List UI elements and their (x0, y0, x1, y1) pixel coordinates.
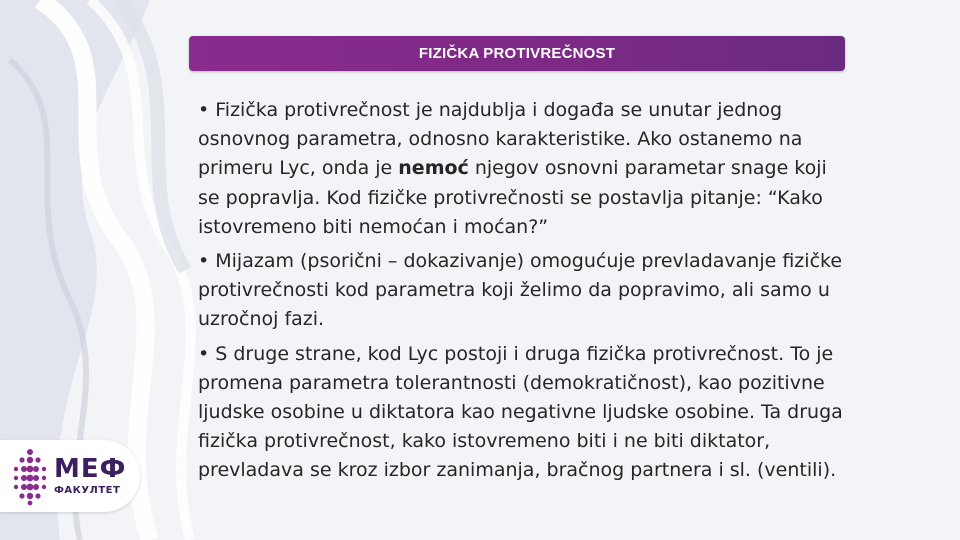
slide-title: FIZIČKA PROTIVREČNOST (418, 45, 616, 62)
paragraph-1-bold-term: nemoć (398, 157, 469, 180)
dots-logo-icon (10, 446, 50, 506)
logo-main-text: МЕФ (54, 454, 127, 484)
mef-logo (0, 440, 140, 512)
paragraph-1-text-a: • Fizička protivrečnost je najdublja i događa se unutar jednog osnovnog parametra, odnosno karakteristike. Ako ostanemo na primeru Lyc, onda je (198, 99, 803, 180)
logo-sub-text: ФАКУЛТЕТ (54, 485, 121, 496)
paragraph-3: • S druge strane, kod Lyc postoji i druga fizička protivrečnost. To je promena parametra tolerantnosti (demokratičnost), kao pozitivne ljudske osobine u diktatora kao negativne ljudske osobine. Ta druga fizička protivrečnost, kako istovremeno biti i ne biti diktator, prevladava se kroz izbor zanimanja, bračnog partnera i sl. (ventili). (198, 342, 843, 482)
slide-body (198, 96, 843, 491)
paragraph-1 (198, 96, 843, 242)
paragraph-2: • Mijazam (psorični – dokazivanje) omogućuje prevladavanje fizičke protivrečnosti kod parametra koji želimo da popravimo, ali samo u uzročnoj fazi. (198, 250, 843, 331)
paragraph-1-text-b: njegov osnovni parametar snage koji se popravlja. Kod fizičke protivrečnosti se postavlja pitanje: “Kako istovremeno biti nemoćan i moćan?” (198, 157, 827, 238)
slide-title-bar (189, 36, 845, 71)
